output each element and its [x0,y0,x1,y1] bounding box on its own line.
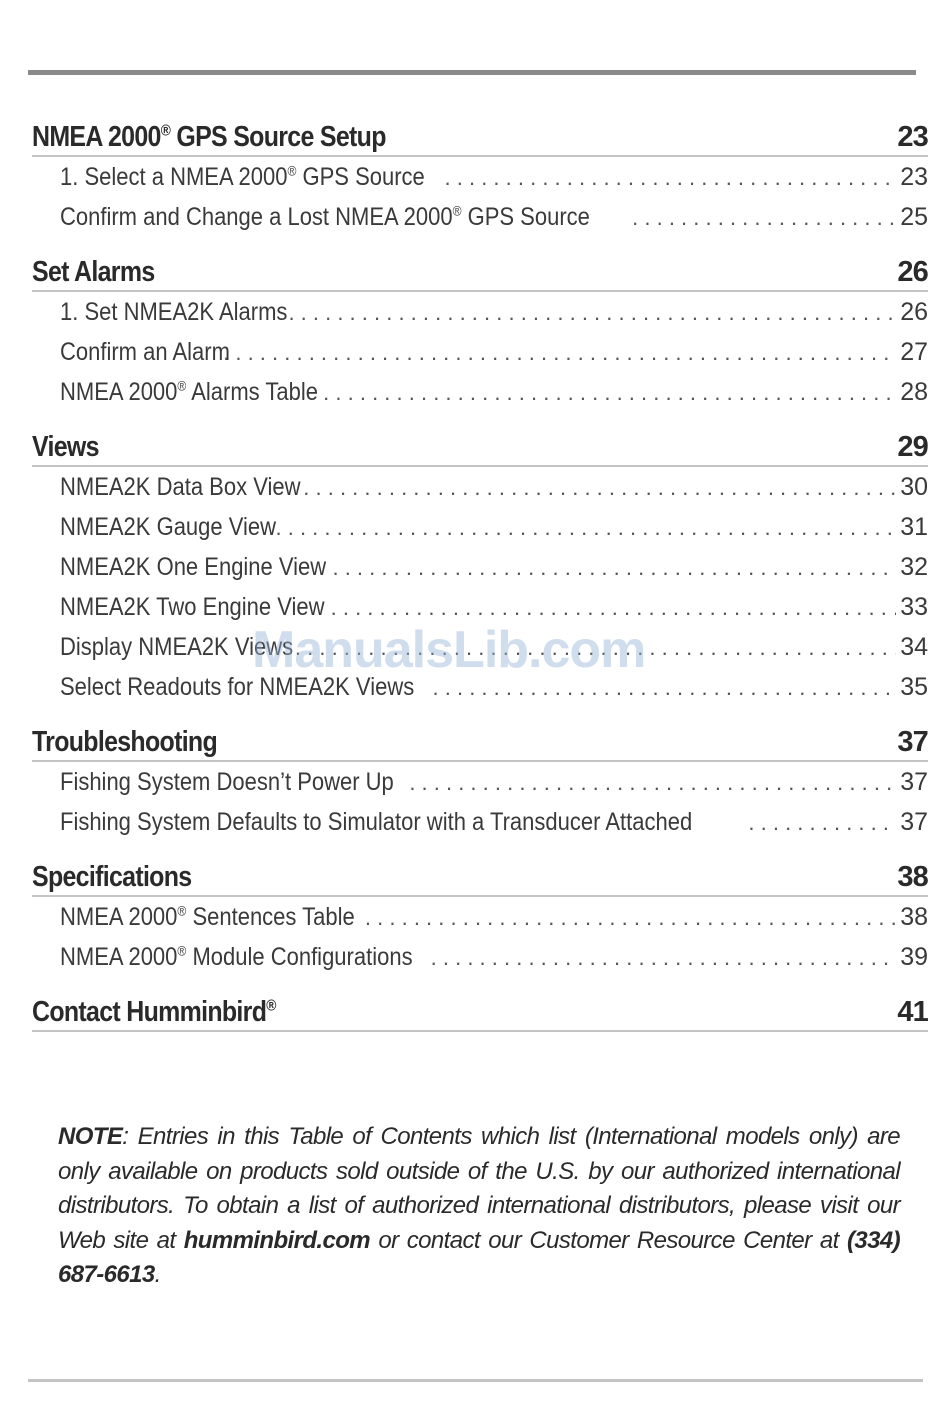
registered-mark: ® [177,378,187,394]
registered-mark: ® [160,122,171,140]
dot-leader [323,373,896,413]
toc-entry[interactable] [32,197,928,237]
entry-page-number: 37 [900,808,928,836]
section-title [32,256,155,289]
section-title-text: Set Alarms [32,256,155,288]
toc-entry[interactable] [32,667,928,707]
section-heading[interactable] [32,422,928,467]
entry-page-number: 33 [900,593,928,621]
bottom-rule [28,1379,923,1382]
entry-title [60,547,326,587]
toc-entry[interactable] [32,802,928,842]
toc-entry[interactable] [32,627,928,667]
section-heading[interactable] [32,717,928,762]
phone-number: (334) 687-6613 [58,1226,900,1288]
entry-title [60,667,414,707]
entry-title [60,762,394,802]
section-title [32,996,276,1029]
entry-page-number: 31 [900,513,928,541]
dot-leader [295,628,896,668]
entry-title-text: Confirm an Alarm [60,338,230,366]
entry-title-text: NMEA2K Two Engine View [60,593,325,621]
entry-title-rest: Module Configurations [186,943,413,971]
entry-title-rest: Sentences Table [186,903,355,931]
toc-entry[interactable] [32,372,928,412]
entry-title [60,802,692,842]
entry-title [60,197,590,237]
entry-title-text: NMEA2K Data Box View [60,473,301,501]
section-page-number: 26 [897,256,928,288]
toc-entry[interactable] [32,467,928,507]
entry-title-text: NMEA2K Gauge View [60,513,277,541]
registered-mark: ® [266,997,276,1015]
section-title-text: Specifications [32,861,192,893]
toc-entry[interactable] [32,547,928,587]
entry-title-text: 1. Set NMEA2K Alarms [60,298,288,326]
entry-title-rest: GPS Source [296,163,425,191]
table-of-contents [32,112,928,1042]
section-title-text: Views [32,431,99,463]
note-label: NOTE [58,1123,123,1150]
toc-section [32,422,928,707]
section-title [32,861,191,894]
top-rule [28,70,916,75]
dot-leader [223,333,896,373]
toc-entry[interactable] [32,292,928,332]
entry-title-text: Confirm and Change a Lost NMEA 2000 [60,203,453,231]
section-page-number: 41 [897,996,928,1028]
entry-title [60,467,300,507]
entry-page-number: 35 [900,673,928,701]
note-paragraph [58,1120,900,1293]
section-page-number: 38 [897,861,928,893]
section-page-number: 29 [897,431,928,463]
watermark: ManualsLib.com [252,621,646,679]
entry-title-text: NMEA 2000 [60,903,178,931]
registered-mark: ® [452,203,462,219]
dot-leader [433,668,897,708]
entry-title [60,332,230,372]
note-text-2: or contact our Customer Resource Center at [370,1226,847,1254]
entry-page-number: 23 [900,163,928,191]
toc-entry[interactable] [32,587,928,627]
entry-page-number: 38 [900,903,928,931]
registered-mark: ® [287,163,297,179]
entry-title-rest: GPS Source [461,203,590,231]
section-title [32,431,99,464]
toc-entry[interactable] [32,332,928,372]
section-title-text: Contact Humminbird [32,996,267,1028]
entry-page-number: 25 [900,203,928,231]
dot-leader [332,548,896,588]
entry-title-text: NMEA2K One Engine View [60,553,327,581]
section-title-rest: GPS Source Setup [170,121,386,153]
entry-title [60,372,318,412]
toc-section [32,112,928,237]
entry-page-number: 37 [900,768,928,796]
dot-leader [276,508,897,548]
section-heading[interactable] [32,852,928,897]
toc-section [32,852,928,977]
toc-entry[interactable] [32,937,928,977]
section-heading[interactable] [32,247,928,292]
section-title [32,726,217,759]
dot-leader [748,803,896,843]
entry-title [60,292,287,332]
toc-section [32,987,928,1032]
dot-leader [288,293,896,333]
entry-page-number: 30 [900,473,928,501]
entry-page-number: 32 [900,553,928,581]
entry-page-number: 34 [900,633,928,661]
dot-leader [365,898,896,938]
section-title [32,121,386,154]
toc-entry[interactable] [32,897,928,937]
entry-page-number: 28 [900,378,928,406]
entry-title-text: NMEA 2000 [60,378,178,406]
entry-title-text: Fishing System Defaults to Simulator with a Transducer Attached [60,808,693,836]
section-title-text: NMEA 2000 [32,121,161,153]
entry-title-rest: Alarms Table [186,378,318,406]
entry-title-text: Fishing System Doesn’t Power Up [60,768,394,796]
dot-leader [331,588,897,628]
entry-title [60,897,355,937]
toc-section [32,717,928,842]
registered-mark: ® [177,943,187,959]
section-heading[interactable] [32,112,928,157]
website-link[interactable]: humminbird.com [183,1226,371,1254]
toc-section [32,247,928,412]
dot-leader [409,763,896,803]
section-title-text: Troubleshooting [32,726,218,758]
entry-title-text: Select Readouts for NMEA2K Views [60,673,415,701]
dot-leader [431,938,897,978]
dot-leader [632,198,896,238]
toc-entry[interactable] [32,157,928,197]
entry-title-text: 1. Select a NMEA 2000 [60,163,288,191]
entry-page-number: 26 [900,298,928,326]
note-end: . [154,1261,161,1288]
entry-title [60,627,293,667]
toc-entry[interactable] [32,507,928,547]
registered-mark: ® [177,903,187,919]
entry-title [60,587,325,627]
entry-title [60,157,425,197]
dot-leader [445,158,897,198]
section-heading[interactable] [32,987,928,1032]
section-page-number: 37 [897,726,928,758]
note-colon: : [122,1123,129,1150]
toc-entry[interactable] [32,762,928,802]
entry-title [60,937,413,977]
entry-page-number: 27 [900,338,928,366]
section-page-number: 23 [897,121,928,153]
dot-leader [303,468,896,508]
entry-title [60,507,276,547]
entry-title-text: NMEA 2000 [60,943,178,971]
entry-page-number: 39 [900,943,928,971]
note-text-1: Entries in this Table of Contents which list (International models only) are only available on products sold outside of the U.S. by our authorized international distributors. To obtain a list of authorized international distributors, please visit our Web site at [58,1123,900,1254]
entry-title-text: Display NMEA2K Views [60,633,294,661]
